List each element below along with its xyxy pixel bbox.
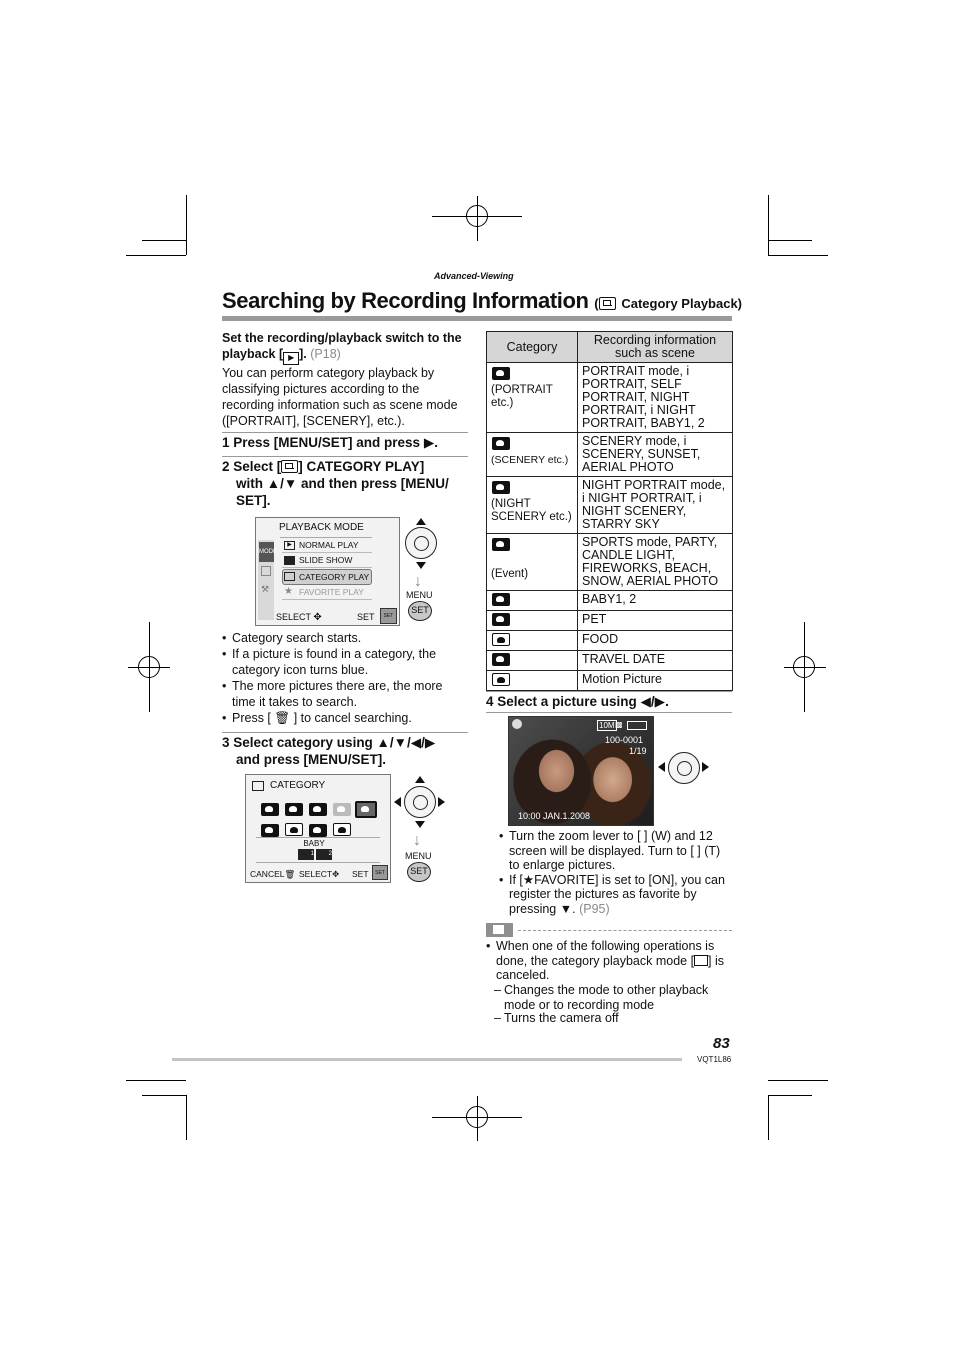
menu-item-favorite-play[interactable]: [282, 586, 372, 600]
table-header-row: [487, 332, 733, 363]
menu-label: MENU: [405, 851, 432, 861]
selected-category-label: BABY: [303, 839, 325, 848]
divider: [486, 712, 732, 713]
column-header: Category: [487, 332, 578, 363]
list-item: • If a picture is found in a category, the category icon turns blue.: [222, 646, 468, 678]
press-arrow-icon: ↓: [413, 832, 421, 849]
baby-2-icon: 2: [316, 849, 332, 860]
menu-item-label: SLIDE SHOW: [299, 555, 353, 565]
night-scenery-icon: [492, 481, 510, 494]
step-2-line1-b: ] CATEGORY PLAY]: [298, 459, 425, 474]
cross-arrows-icon: ✥: [332, 869, 340, 879]
step-3-line1: 3 Select category using ▲/▼/◀/▶: [222, 735, 436, 750]
page-title-suffix: Category Playback): [621, 296, 743, 311]
right-arrow-icon: [438, 797, 445, 807]
menu-item-label: NORMAL PLAY: [299, 540, 359, 550]
baby-icon[interactable]: [355, 801, 377, 818]
column-header: Recording information such as scene: [578, 332, 733, 363]
table-row: [487, 651, 733, 671]
category-play-icon: [694, 955, 708, 966]
note-item: Turns the camera off: [504, 1011, 619, 1025]
category-play-icon: [599, 297, 616, 310]
intro-description: You can perform category playback by classifying pictures according to the recording information such as scene mode ([PORTRAIT], [SCENERY], etc.).: [222, 366, 458, 428]
baby-icon: [492, 593, 510, 606]
table-row: [487, 363, 733, 433]
footer-rule: [172, 1058, 682, 1061]
menu-title: PLAYBACK MODE: [279, 522, 364, 533]
list-item: [486, 939, 732, 983]
play-icon: ▶: [284, 541, 295, 550]
scenery-icon[interactable]: [285, 803, 303, 816]
info-cell: FOOD: [578, 631, 733, 651]
timestamp: 10:00 JAN.1.2008: [518, 811, 591, 821]
intro-block: [222, 330, 466, 429]
category-title: CATEGORY: [270, 780, 326, 791]
category-cell: (Event): [491, 568, 529, 580]
favorite-note: If [★FAVORITE] is set to [ON], you can register the pictures as favorite by pressing ▼.: [509, 872, 725, 916]
note-text: When one of the following operations is done, the category playback mode [: [496, 939, 715, 968]
step-2-line3: SET].: [236, 493, 271, 508]
set-button-icon: SET: [408, 601, 432, 621]
info-cell: SPORTS mode, PARTY, CANDLE LIGHT, FIREWORKS, BEACH, SNOW, AERIAL PHOTO: [578, 534, 733, 591]
travel-date-icon: [492, 653, 510, 666]
table-row: [487, 477, 733, 534]
note-divider: [518, 930, 732, 931]
play-icon: ▶: [283, 352, 299, 365]
pet-icon: [492, 613, 510, 626]
divider: [222, 456, 468, 457]
note-dash-item: – Changes the mode to other playback mode or to recording mode: [494, 983, 709, 1012]
table-row: [487, 631, 733, 651]
select-hint: [299, 869, 339, 880]
down-arrow-icon: [415, 821, 425, 828]
category-screen: [245, 774, 391, 883]
down-arrow-icon: [416, 562, 426, 569]
event-icon: [492, 538, 510, 551]
section-tag: Advanced-Viewing: [434, 271, 514, 281]
category-cell: (PORTRAIT etc.): [491, 384, 553, 409]
page-number: 83: [713, 1035, 730, 1052]
table-row: [487, 591, 733, 611]
food-icon: [492, 633, 510, 646]
travel-date-icon[interactable]: [309, 824, 327, 837]
set-button-icon: SET: [407, 862, 431, 882]
menu-label: MENU: [406, 590, 433, 600]
table-row: [487, 433, 733, 477]
portrait-icon[interactable]: [261, 803, 279, 816]
step-3: [222, 734, 468, 768]
note-list: [486, 939, 732, 983]
divider: [222, 432, 468, 433]
playback-photo-screen: [508, 716, 654, 826]
category-play-icon: [252, 781, 264, 791]
mode-tab: MODE: [259, 542, 274, 562]
list-item: [499, 873, 733, 917]
list-item: • Category search starts.: [222, 630, 468, 646]
cursor-button-icon: [405, 527, 437, 559]
category-grid: [258, 799, 378, 839]
category-cell: (SCENERY etc.): [491, 454, 569, 466]
pet-icon[interactable]: [261, 824, 279, 837]
list-item: • Press [ 🗑 ] to cancel searching.: [222, 710, 468, 726]
step-3-line2: and press [MENU/SET].: [236, 752, 387, 767]
menu-item-slide-show[interactable]: [282, 554, 372, 568]
left-arrow-icon: [658, 762, 665, 772]
note-item: Changes the mode to other playback mode or to recording mode: [504, 983, 709, 1012]
page-title-text: Searching by Recording Information: [222, 288, 589, 313]
step-1: 1 Press [MENU/SET] and press ▶.: [222, 435, 438, 450]
page-title: [222, 288, 742, 314]
step-2: [222, 458, 468, 509]
divider: [486, 691, 732, 692]
portrait-icon: [512, 719, 522, 729]
document-code: VQT1L86: [697, 1055, 732, 1064]
info-cell: BABY1, 2: [578, 591, 733, 611]
table-row: [487, 671, 733, 691]
list-item: • Turn the zoom lever to [ ] (W) and 12 screen will be displayed. Turn to [ ] (T) to enlarge pictures.: [499, 829, 733, 873]
note-dash-item: – Turns the camera off: [494, 1011, 619, 1025]
set-switch-instruction: Set the recording/playback switch to the playback [: [222, 331, 462, 361]
menu-set-icon: SET: [372, 865, 388, 880]
page-reference: (P18): [310, 347, 341, 361]
picture-count: 1/19: [629, 746, 647, 756]
title-rule: [222, 316, 732, 321]
menu-set-icon: SET: [380, 608, 397, 624]
cancel-label: CANCEL: [250, 869, 285, 879]
quality-icon: ▩: [615, 720, 623, 729]
right-arrow-icon: [702, 762, 709, 772]
step-4-notes: [499, 829, 733, 916]
left-arrow-icon: [394, 797, 401, 807]
info-cell: TRAVEL DATE: [578, 651, 733, 671]
star-icon: ★: [284, 586, 293, 597]
menu-item-label: FAVORITE PLAY: [299, 587, 364, 597]
baby-1-icon: 1: [298, 849, 314, 860]
scenery-icon: [492, 437, 510, 450]
info-cell: PET: [578, 611, 733, 631]
slideshow-icon: [284, 556, 295, 565]
battery-icon: [627, 721, 647, 730]
step-2-line2: with ▲/▼ and then press [MENU/: [236, 476, 449, 491]
up-arrow-icon: [416, 518, 426, 525]
select-hint: [276, 612, 322, 623]
night-scenery-icon[interactable]: [309, 803, 327, 816]
up-arrow-icon: [415, 776, 425, 783]
select-label: SELECT: [299, 869, 333, 879]
category-play-icon: [284, 572, 295, 581]
press-arrow-icon: ↓: [414, 573, 422, 590]
menu-item-label: CATEGORY PLAY: [299, 572, 370, 582]
select-label: SELECT: [276, 612, 311, 622]
file-number: 100-0001: [605, 735, 644, 745]
step-2-line1-a: 2 Select [: [222, 459, 282, 474]
playback-tab-icon: [261, 566, 271, 576]
page-title-paren: (: [594, 296, 599, 311]
info-cell: PORTRAIT mode, i PORTRAIT, SELF PORTRAIT, NIGHT PORTRAIT, i NIGHT PORTRAIT, BABY1, 2: [578, 363, 733, 433]
cross-arrows-icon: ✥: [313, 612, 322, 623]
table-row: [487, 534, 733, 591]
cursor-button-icon: [404, 786, 436, 818]
note-icon: [486, 923, 513, 937]
menu-item-category-play[interactable]: [282, 569, 372, 585]
motion-picture-icon[interactable]: [333, 823, 351, 836]
divider: [222, 732, 468, 733]
step-2-notes: [222, 630, 468, 726]
set-hint: SET: [357, 612, 375, 622]
motion-picture-icon: [492, 673, 510, 686]
info-cell: NIGHT PORTRAIT mode, i NIGHT PORTRAIT, i NIGHT SCENERY, STARRY SKY: [578, 477, 733, 534]
menu-item-normal-play[interactable]: [282, 539, 372, 553]
page-reference: (P95): [579, 901, 610, 916]
event-icon[interactable]: [333, 803, 351, 816]
trash-icon: 🗑: [284, 869, 296, 879]
note-text-suffix: ] is canceled.: [496, 953, 725, 982]
food-icon[interactable]: [285, 823, 303, 836]
set-hint: SET: [352, 869, 369, 879]
cursor-button-icon: [668, 752, 700, 784]
portrait-icon: [492, 367, 510, 380]
category-play-icon: [281, 460, 298, 473]
cancel-hint: [250, 869, 295, 880]
playback-mode-screen: [255, 517, 400, 626]
resolution-badge: 10M: [599, 721, 615, 730]
category-cell: (NIGHT SCENERY etc.): [491, 498, 572, 523]
category-table: [486, 331, 733, 691]
list-item: • The more pictures there are, the more time it takes to search.: [222, 678, 468, 710]
info-cell: SCENERY mode, i SCENERY, SUNSET, AERIAL PHOTO: [578, 433, 733, 477]
table-row: [487, 611, 733, 631]
set-switch-suffix: ].: [299, 347, 307, 361]
wrench-icon: ⚒: [261, 584, 270, 594]
step-4: 4 Select a picture using ◀/▶.: [486, 694, 669, 709]
info-cell: Motion Picture: [578, 671, 733, 691]
